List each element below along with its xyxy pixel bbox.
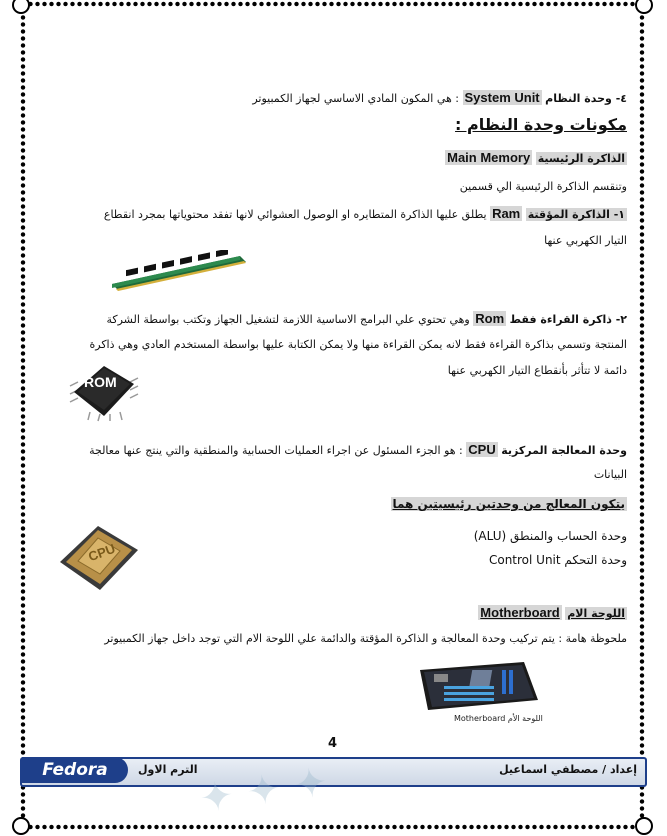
cpu-units-heading: يتكون المعالج من وحدتين رئيسيتين هما bbox=[392, 497, 625, 511]
watermark-icon: ✦ ✦ ✦ bbox=[196, 759, 331, 823]
system-unit-line: ٤- وحدة النظام System Unit : هي المكون المادي الاساسي لجهاز الكمبيوتر bbox=[252, 90, 627, 105]
cpu-line: وحدة المعالجة المركزية CPU : هو الجزء المسئول عن اجراء العمليات الحسابية والمنطقية والتي ينتج عنها معالجة bbox=[89, 442, 627, 457]
ram-line: ١- الذاكرة المؤقتة Ram يطلق عليها الذاكرة المتطايره او الوصول العشوائي لانها تفقد محتوياتها بمجرد انقطاع bbox=[103, 206, 625, 221]
footer-author: إعداد / مصطفي اسماعيل bbox=[499, 763, 637, 776]
system-unit-term: System Unit bbox=[464, 90, 540, 105]
rom-chip-label: ROM bbox=[84, 374, 117, 390]
border-corner-icon bbox=[635, 0, 653, 14]
border-corner-icon bbox=[635, 817, 653, 835]
control-unit-line: وحدة التحكم Control Unit bbox=[488, 553, 627, 567]
section-heading: مكونات وحدة النظام : bbox=[455, 115, 627, 134]
ram-module-image bbox=[108, 250, 248, 292]
rom-chip-image bbox=[68, 362, 140, 422]
border-corner-icon bbox=[12, 817, 30, 835]
cpu-chip-label: CPU bbox=[86, 540, 118, 565]
ram-line-2: التيار الكهربي عنها bbox=[544, 234, 627, 247]
rom-line-3: دائمة لا تتأثر بأنقطاع التيار الكهربي عنها bbox=[447, 364, 627, 377]
rom-line-2: المنتجة وتسمي بذاكرة القراءة فقط لانه يمكن القراءة منها ولا يمكن الكتابة عليها بواسطة المستخدم العادي وهي ذاكرة bbox=[89, 338, 627, 351]
page-border-left bbox=[18, 0, 28, 831]
footer-term: الترم الاول bbox=[138, 763, 198, 776]
motherboard-caption: اللوحة الأم Motherboard bbox=[454, 714, 543, 723]
main-memory-line: الذاكرة الرئيسية Main Memory bbox=[447, 150, 625, 165]
fedora-logo: Fedora bbox=[22, 757, 128, 783]
motherboard-line: اللوحة الام Motherboard bbox=[480, 605, 625, 620]
rom-line: ٢- ذاكرة القراءة فقط Rom وهي تحتوي علي البرامج الاساسية اللازمة لتشغيل الجهاز وتكتب بواسطة الشركة bbox=[106, 311, 627, 326]
page-border-right bbox=[637, 0, 647, 831]
document-body bbox=[38, 0, 627, 831]
alu-line: وحدة الحساب والمنطق (ALU) bbox=[473, 529, 627, 543]
page-number: 4 bbox=[328, 736, 338, 751]
cpu-line-2: البيانات bbox=[593, 468, 627, 481]
memory-split-line: وتنقسم الذاكرة الرئيسية الي قسمين bbox=[459, 180, 627, 193]
motherboard-image bbox=[414, 660, 542, 712]
note-line: ملحوظة هامة : يتم تركيب وحدة المعالجة و الذاكرة المؤقتة والدائمة علي اللوحة الام التي توجد داخل جهاز الكمبيوتر bbox=[104, 632, 627, 645]
